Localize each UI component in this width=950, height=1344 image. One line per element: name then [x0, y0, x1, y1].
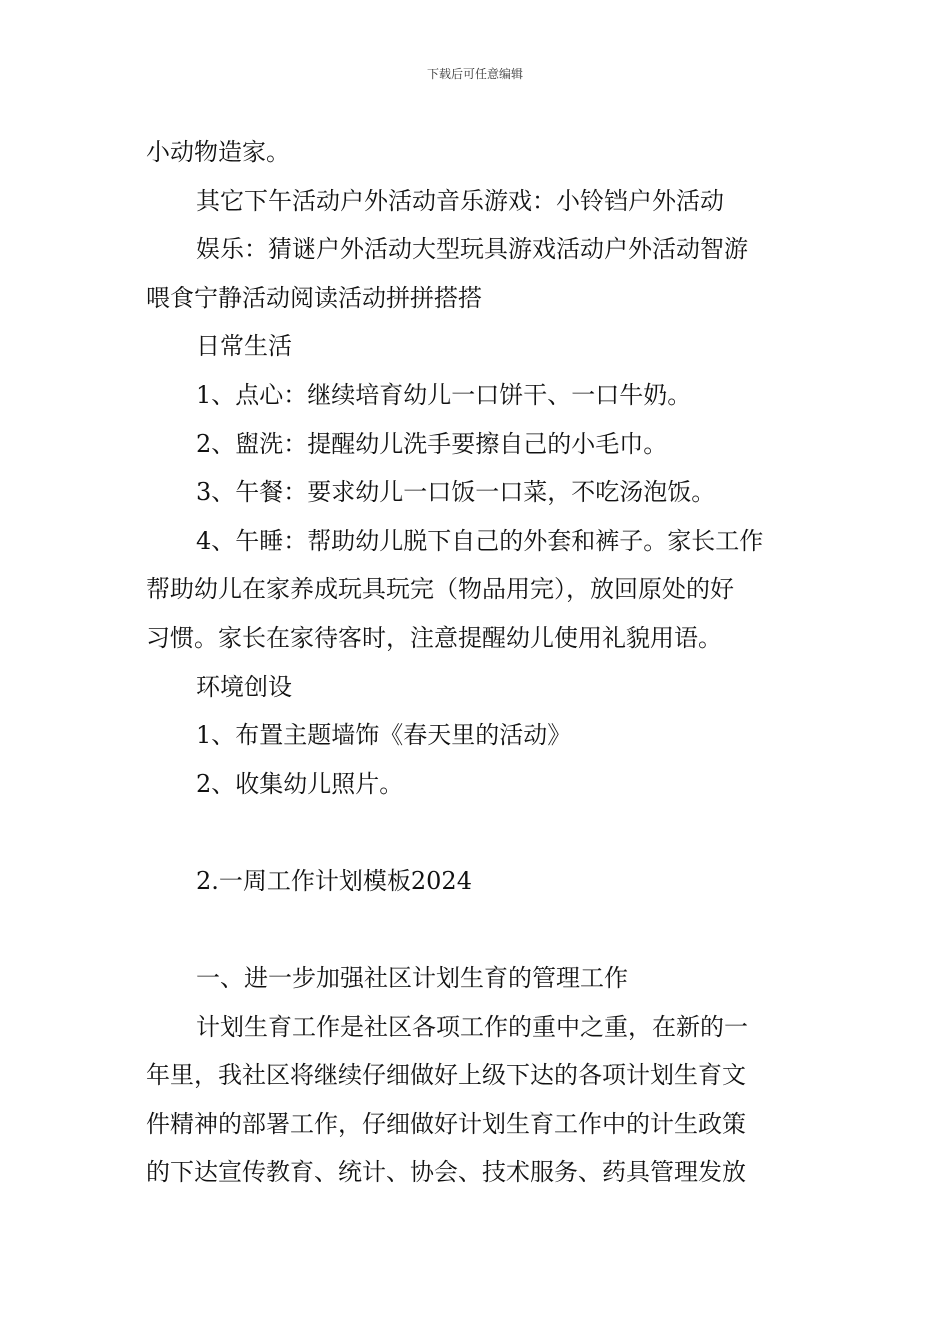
text-line: 娱乐：猜谜户外活动大型玩具游戏活动户外活动智游	[196, 235, 748, 264]
list-item: 1、布置主题墙饰《春天里的活动》	[196, 721, 572, 750]
text-line: 习惯。家长在家待客时，注意提醒幼儿使用礼貌用语。	[146, 623, 722, 652]
section-heading: 环境创设	[196, 672, 292, 701]
list-item: 1、点心：继续培育幼儿一口饼干、一口牛奶。	[196, 380, 692, 409]
section-heading: 一、进一步加强社区计划生育的管理工作	[196, 964, 628, 993]
blank-line	[146, 808, 810, 857]
text-line: 的下达宣传教育、统计、协会、技术服务、药具管理发放	[146, 1158, 746, 1187]
list-item: 3、午餐：要求幼儿一口饭一口菜，不吃汤泡饭。	[196, 478, 716, 507]
blank-line	[146, 906, 810, 955]
document-title: 2.一周工作计划模板2024	[196, 866, 472, 895]
page-header: 下载后可任意编辑	[426, 67, 523, 81]
list-item: 2、收集幼儿照片。	[196, 769, 404, 798]
list-item: 2、盥洗：提醒幼儿洗手要擦自己的小毛巾。	[196, 429, 668, 458]
text-line: 小动物造家。	[146, 138, 290, 166]
section-heading: 日常生活	[196, 332, 292, 361]
text-line: 其它下午活动户外活动音乐游戏：小铃铛户外活动	[196, 186, 724, 215]
text-line: 喂食宁静活动阅读活动拼拼搭搭	[146, 283, 482, 312]
text-line: 计划生育工作是社区各项工作的重中之重，在新的一	[196, 1012, 748, 1041]
document-body	[146, 128, 810, 1197]
list-item: 4、午睡：帮助幼儿脱下自己的外套和裤子。家长工作	[196, 526, 764, 555]
text-line: 年里，我社区将继续仔细做好上级下达的各项计划生育文	[146, 1061, 746, 1090]
text-line: 帮助幼儿在家养成玩具玩完（物品用完），放回原处的好	[146, 575, 734, 604]
text-line: 件精神的部署工作，仔细做好计划生育工作中的计生政策	[146, 1109, 746, 1138]
